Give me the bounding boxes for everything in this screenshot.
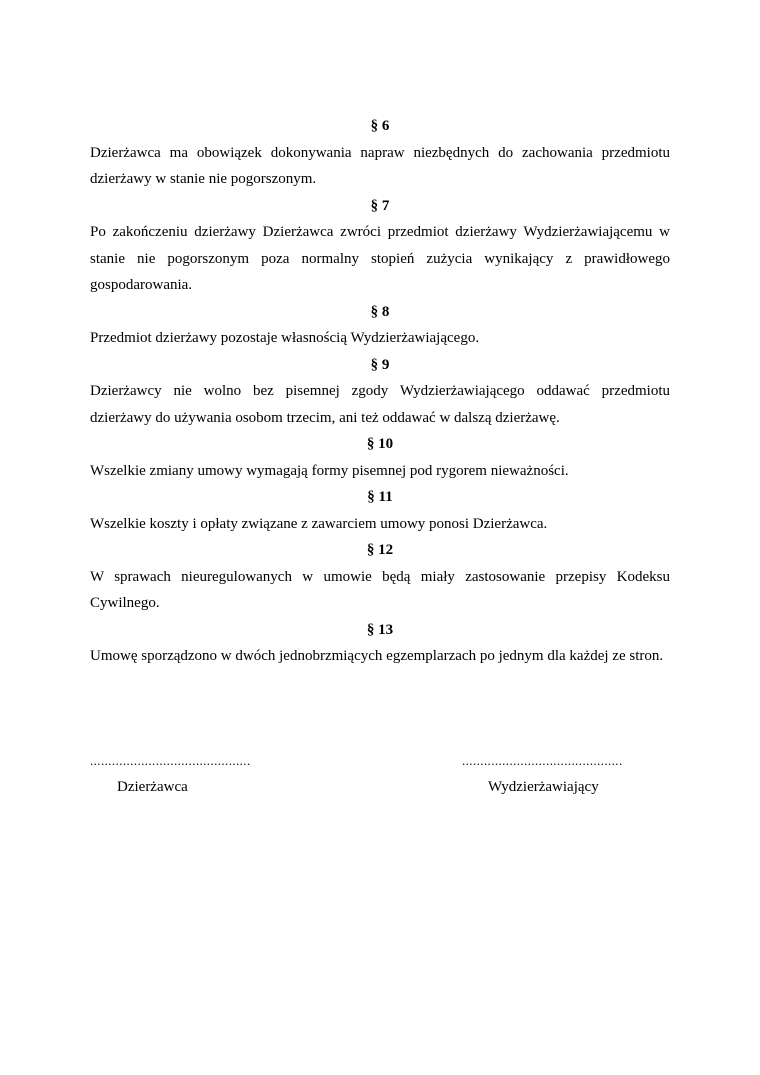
section-text: Wszelkie zmiany umowy wymagają formy pisemnej pod rygorem nieważności. (90, 462, 569, 479)
signature-lessee (90, 748, 290, 800)
section-heading: § 13 (366, 621, 394, 638)
section-8 (90, 299, 670, 352)
signature-line: ............................................ (90, 753, 251, 768)
signature-line: ............................................ (462, 753, 623, 768)
section-11 (90, 484, 670, 537)
section-6 (90, 113, 670, 193)
section-heading: § 7 (370, 197, 390, 214)
section-text: W sprawach nieuregulowanych w umowie będą miały zastosowanie przepisy Kodeksu Cywilnego. (90, 568, 670, 611)
signature-lessor (462, 748, 662, 800)
section-13 (90, 617, 670, 670)
section-text: Dzierżawcy nie wolno bez pisemnej zgody Wydzierżawiającego oddawać przedmiotu dzierżawy do używania osobom trzecim, ani też oddawać w dalszą dzierżawę. (90, 383, 670, 426)
signature-label: Dzierżawca (117, 779, 188, 795)
section-heading: § 6 (370, 118, 390, 134)
section-10 (90, 431, 670, 484)
section-heading: § 8 (370, 303, 390, 320)
section-text: Dzierżawca ma obowiązek dokonywania napraw niezbędnych do zachowania przedmiotu dzierżawy w stanie nie pogorszonym. (90, 144, 670, 187)
section-heading: § 10 (366, 436, 394, 452)
section-text: Wszelkie koszty i opłaty związane z zawarciem umowy ponosi Dzierżawca. (90, 515, 548, 532)
section-text: Umowę sporządzono w dwóch jednobrzmiących egzemplarzach po jednym dla każdej ze stron. (90, 648, 664, 664)
section-heading: § 12 (366, 542, 394, 558)
section-text: Przedmiot dzierżawy pozostaje własnością Wydzierżawiającego. (90, 330, 480, 346)
section-text: Po zakończeniu dzierżawy Dzierżawca zwróci przedmiot dzierżawy Wydzierżawiającemu w stanie nie pogorszonym poza normalny stopień zużycia wynikający z prawidłowego gospodarowania. (90, 224, 670, 293)
section-heading: § 9 (370, 356, 390, 373)
section-9 (90, 352, 670, 432)
section-12 (90, 537, 670, 617)
section-7 (90, 193, 670, 299)
signature-label: Wydzierżawiający (488, 779, 599, 795)
signature-block (90, 748, 670, 808)
section-heading: § 11 (367, 489, 393, 505)
contract-body (90, 113, 670, 670)
